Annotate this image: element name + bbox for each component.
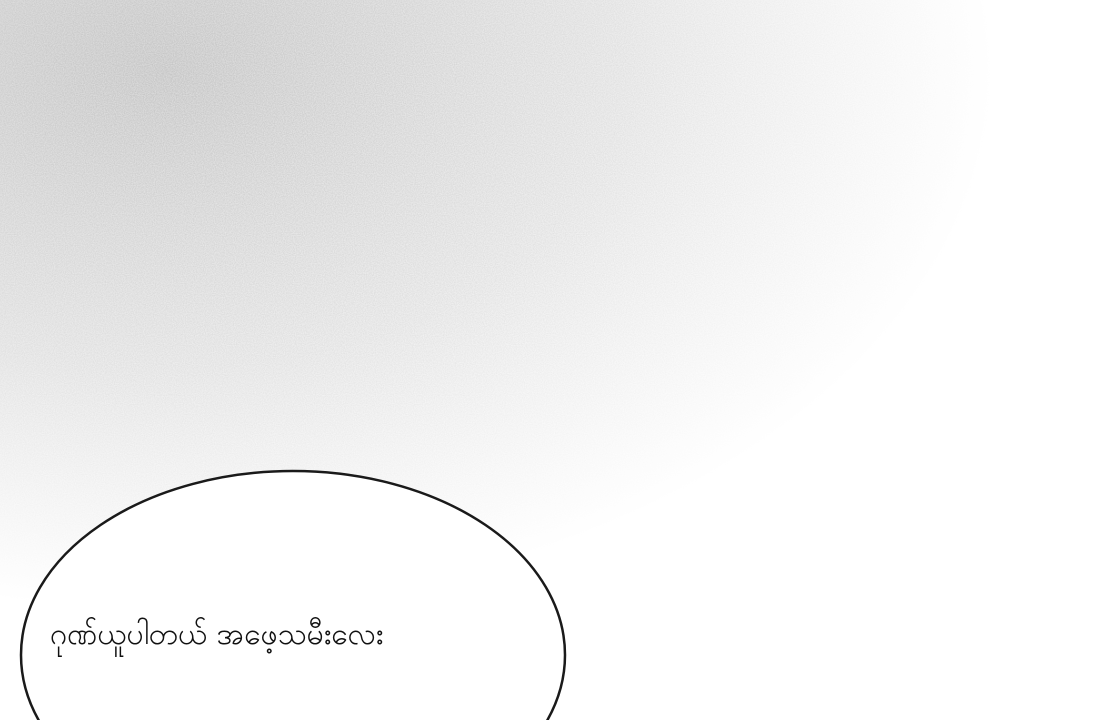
speech-bubble-text: ဂုဏ်ယူပါတယ် အဖေ့သမီးလေး xyxy=(50,617,384,652)
speech-bubble-outline xyxy=(21,471,565,720)
